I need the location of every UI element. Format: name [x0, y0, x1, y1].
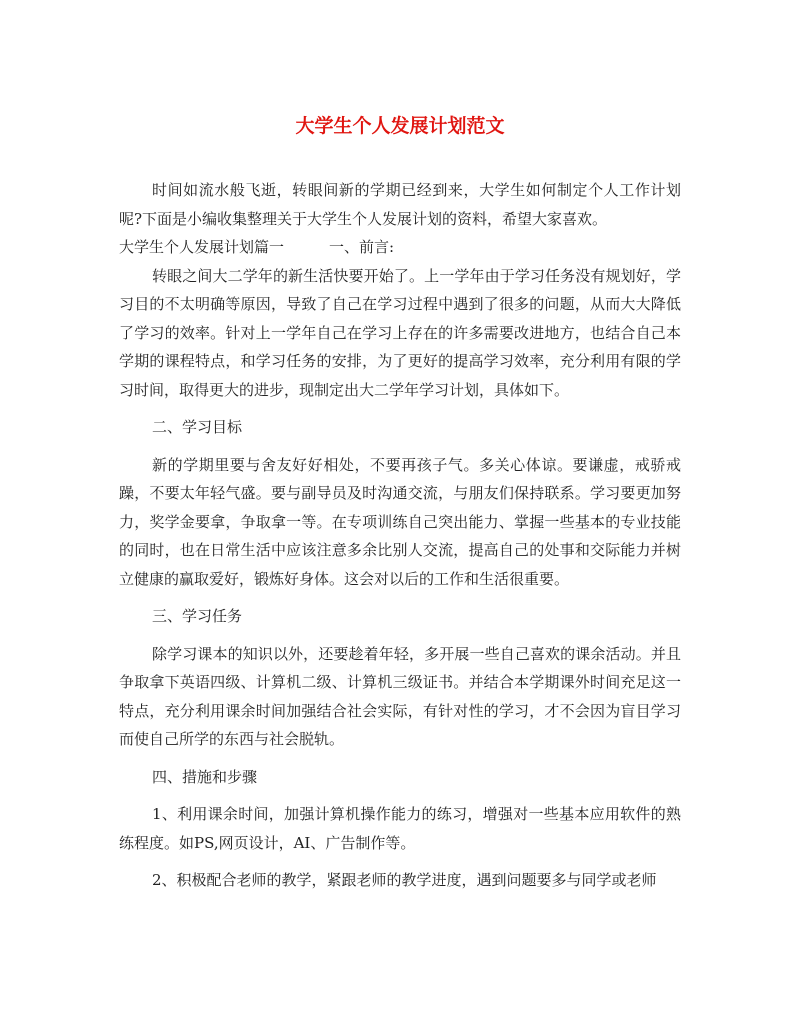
step-1-paragraph: 1、利用课余时间，加强计算机操作能力的练习，增强对一些基本应用软件的熟练程度。如PS,网页设计，AI、广告制作等。 [119, 805, 681, 852]
document-body [119, 176, 681, 895]
goals-heading: 二、学习目标 [152, 418, 243, 436]
tasks-heading: 三、学习任务 [152, 607, 243, 625]
section-heading: 大学生个人发展计划篇一 一、前言: [119, 238, 395, 256]
steps-heading: 四、措施和步骤 [152, 767, 258, 786]
goals-paragraph: 新的学期里要与舍友好好相处，不要再孩子气。多关心体谅。要谦虚，戒骄戒躁，不要太年轻气盛。要与副导员及时沟通交流，与朋友们保持联系。学习要更加努力，奖学金要拿，争取拿一等。在专项训练自己突出能力、掌握一些基本的专业技能的同时，也在日常生活中应该注意多余比别人交流，提高自己的处事和交际能力并树立健康的赢取爱好，锻炼好身体。这会对以后的工作和生活很重要。 [119, 455, 681, 588]
intro-paragraph: 时间如流水般飞逝，转眼间新的学期已经到来，大学生如何制定个人工作计划呢?下面是小编收集整理关于大学生个人发展计划的资料，希望大家喜欢。 [119, 181, 681, 228]
document-title: 大学生个人发展计划范文 [295, 115, 505, 137]
step-2-paragraph: 2、积极配合老师的教学，紧跟老师的教学进度，遇到问题要多与同学或老师 [152, 871, 657, 889]
preface-paragraph: 转眼之间大二学年的新生活快要开始了。上一学年由于学习任务没有规划好，学习目的不太明确等原因，导致了自己在学习过程中遇到了很多的问题，从而大大降低了学习的效率。针对上一学年自己在学习上存在的许多需要改进地方，也结合自己本学期的课程特点，和学习任务的安排，为了更好的提高学习效率，充分利用有限的学习时间，取得更大的进步，现制定出大二学年学习计划，具体如下。 [119, 266, 681, 399]
tasks-paragraph: 除学习课本的知识以外，还要趁着年轻，多开展一些自己喜欢的课余活动。并且争取拿下英语四级、计算机二级、计算机三级证书。并结合本学期课外时间充足这一特点，充分利用课余时间加强结合社会实际，有针对性的学习，才不会因为盲目学习而使自己所学的东西与社会脱轨。 [119, 644, 681, 748]
